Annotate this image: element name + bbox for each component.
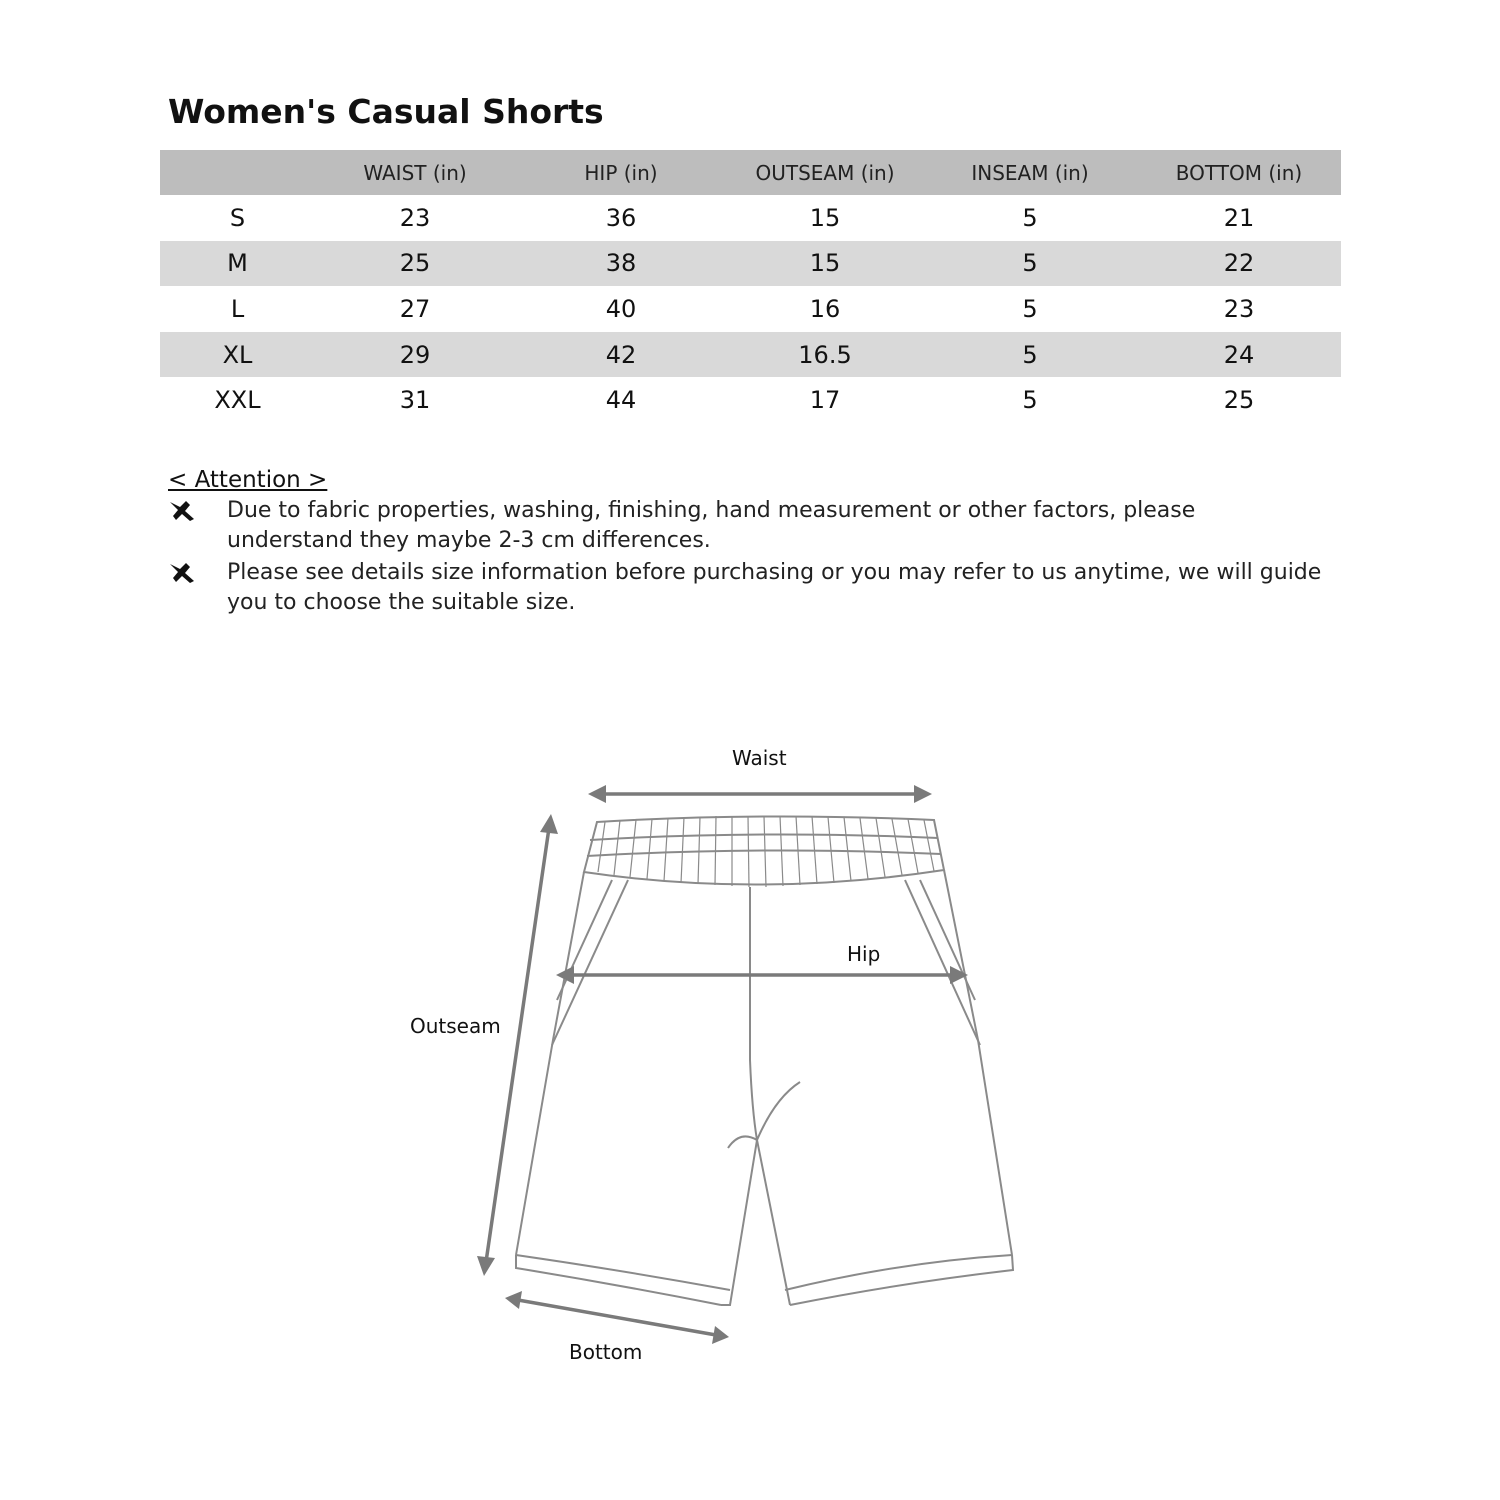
waist-cell: 31: [399, 386, 431, 415]
hip-cell: 38: [605, 249, 637, 278]
inseam-cell: 5: [1022, 340, 1038, 369]
hip-cell: 40: [605, 294, 637, 323]
bottom-arrow-right-head: [712, 1326, 729, 1344]
hip-cell: 44: [605, 386, 637, 415]
bottom-cell: 25: [1223, 386, 1255, 415]
inseam-cell: 5: [1022, 386, 1038, 415]
note-text: Due to fabric properties, washing, finishing, hand measurement or other factors, please understand they maybe 2-3 cm differences.: [227, 498, 1196, 553]
header-bottom: BOTTOM (in): [1175, 160, 1303, 185]
outseam-cell: 15: [809, 249, 841, 278]
hip-cell: 36: [605, 203, 637, 232]
bottom-arrow-left-head: [505, 1291, 522, 1309]
waist-cell: 29: [399, 340, 431, 369]
bottom-cell: 23: [1223, 294, 1255, 323]
waist-label: Waist: [732, 746, 787, 770]
waist-arrow-right-head: [914, 785, 932, 803]
size-cell: XXL: [214, 386, 261, 415]
hip-cell: 42: [605, 340, 637, 369]
size-cell: XL: [222, 340, 253, 369]
hip-label: Hip: [847, 942, 881, 966]
header-hip: HIP (in): [584, 160, 658, 185]
outseam-cell: 16: [809, 294, 841, 323]
outseam-label: Outseam: [410, 1014, 501, 1038]
outseam-arrow: [486, 828, 549, 1262]
bottom-cell: 22: [1223, 249, 1255, 278]
inseam-cell: 5: [1022, 294, 1038, 323]
waist-cell: 27: [399, 294, 431, 323]
header-outseam: OUTSEAM (in): [755, 160, 895, 185]
waist-arrow-left-head: [588, 785, 606, 803]
bottom-cell: 24: [1223, 340, 1255, 369]
size-cell: L: [230, 294, 245, 323]
header-inseam: INSEAM (in): [971, 160, 1089, 185]
size-cell: S: [229, 203, 246, 232]
outseam-arrow-top-head: [540, 814, 558, 834]
waist-cell: 23: [399, 203, 431, 232]
page-title: Women's Casual Shorts: [168, 92, 604, 131]
outseam-arrow-bottom-head: [477, 1256, 495, 1276]
size-cell: M: [227, 249, 248, 278]
bottom-cell: 21: [1223, 203, 1255, 232]
shorts-outline: [516, 816, 1013, 1305]
waist-cell: 25: [399, 249, 431, 278]
header-waist: WAIST (in): [363, 160, 467, 185]
bottom-label: Bottom: [569, 1340, 643, 1364]
inseam-cell: 5: [1022, 249, 1038, 278]
outseam-cell: 17: [809, 386, 841, 415]
bottom-arrow: [518, 1300, 716, 1335]
inseam-cell: 5: [1022, 203, 1038, 232]
note-text: Please see details size information before purchasing or you may refer to us anytime, we will guide you to choose the suitable size.: [227, 560, 1322, 615]
outseam-cell: 16.5: [798, 340, 852, 369]
attention-heading: < Attention >: [168, 467, 328, 493]
outseam-cell: 15: [809, 203, 841, 232]
